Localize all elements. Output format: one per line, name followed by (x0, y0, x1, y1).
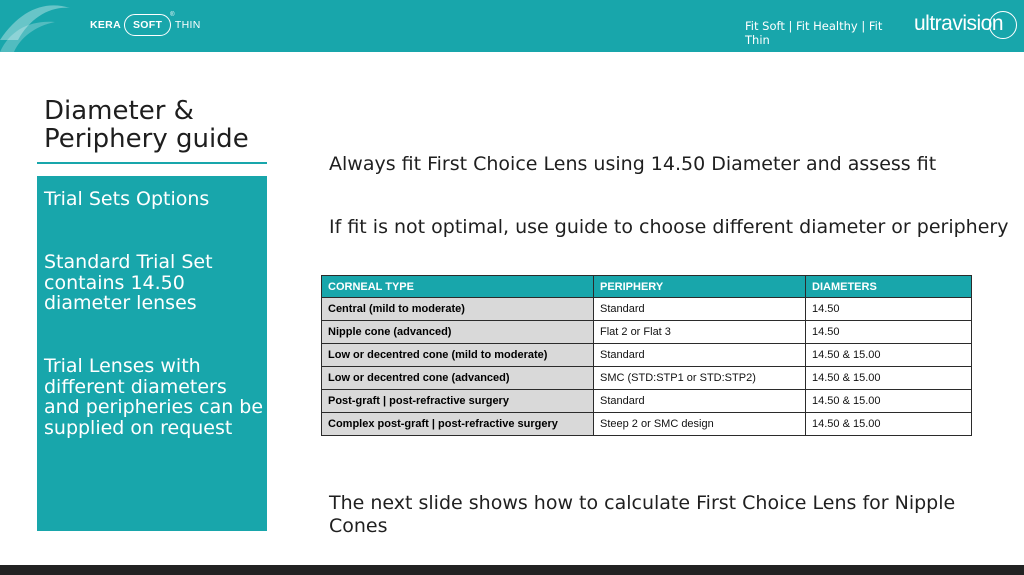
header-band (0, 0, 1024, 52)
diameters-cell: 14.50 & 15.00 (806, 367, 972, 390)
table-header-row (322, 276, 972, 298)
ultravision-logo-text: ultravision (914, 12, 1004, 35)
corneal-type-cell: Central (mild to moderate) (322, 298, 594, 321)
registered-mark: ® (170, 12, 175, 18)
corneal-type-cell: Complex post-graft | post-refractive surgery (322, 413, 594, 436)
table-row (322, 413, 972, 436)
corneal-type-cell: Low or decentred cone (advanced) (322, 367, 594, 390)
diameter-periphery-table (321, 275, 972, 436)
periphery-cell: Standard (594, 390, 806, 413)
panel-trial-lenses-text: Trial Lenses with different diameters and peripheries can be supplied on request (44, 355, 264, 439)
table-row (322, 390, 972, 413)
diameters-cell: 14.50 (806, 321, 972, 344)
table-row (322, 344, 972, 367)
diameters-cell: 14.50 & 15.00 (806, 413, 972, 436)
periphery-cell: Standard (594, 298, 806, 321)
trial-sets-panel (37, 176, 267, 531)
tagline: Fit Soft | Fit Healthy | Fit Thin (745, 19, 883, 47)
instruction-line-2: If fit is not optimal, use guide to choose different diameter or periphery (329, 216, 1009, 238)
panel-standard-set-text: Standard Trial Set contains 14.50 diameter lenses (44, 251, 213, 314)
corneal-type-cell: Low or decentred cone (mild to moderate) (322, 344, 594, 367)
footer-bar (0, 565, 1024, 575)
diameters-cell: 14.50 & 15.00 (806, 344, 972, 367)
title-divider (37, 162, 267, 164)
column-header-corneal-type: CORNEAL TYPE (322, 276, 594, 298)
table-row (322, 367, 972, 390)
periphery-cell: Steep 2 or SMC design (594, 413, 806, 436)
swirl-graphic-icon (0, 0, 85, 52)
corneal-type-cell: Nipple cone (advanced) (322, 321, 594, 344)
periphery-cell: SMC (STD:STP1 or STD:STP2) (594, 367, 806, 390)
ultravision-logo (914, 12, 1003, 36)
periphery-cell: Flat 2 or Flat 3 (594, 321, 806, 344)
logo-ring-icon (989, 11, 1017, 39)
diameters-cell: 14.50 & 15.00 (806, 390, 972, 413)
periphery-cell: Standard (594, 344, 806, 367)
corneal-type-cell: Post-graft | post-refractive surgery (322, 390, 594, 413)
table-row (322, 321, 972, 344)
kerasoft-thin-logo (90, 12, 201, 38)
logo-text-thin: THIN (174, 19, 201, 31)
panel-heading: Trial Sets Options (44, 188, 210, 210)
diameters-cell: 14.50 (806, 298, 972, 321)
logo-text-soft: SOFT (124, 14, 171, 36)
column-header-diameters: DIAMETERS (806, 276, 972, 298)
table-row (322, 298, 972, 321)
instruction-line-1: Always fit First Choice Lens using 14.50 Diameter and assess fit (329, 153, 937, 175)
column-header-periphery: PERIPHERY (594, 276, 806, 298)
page-title: Diameter & Periphery guide (44, 96, 249, 154)
next-slide-note: The next slide shows how to calculate First Choice Lens for Nipple Cones (329, 492, 956, 537)
logo-text-kera: KERA (90, 19, 121, 31)
